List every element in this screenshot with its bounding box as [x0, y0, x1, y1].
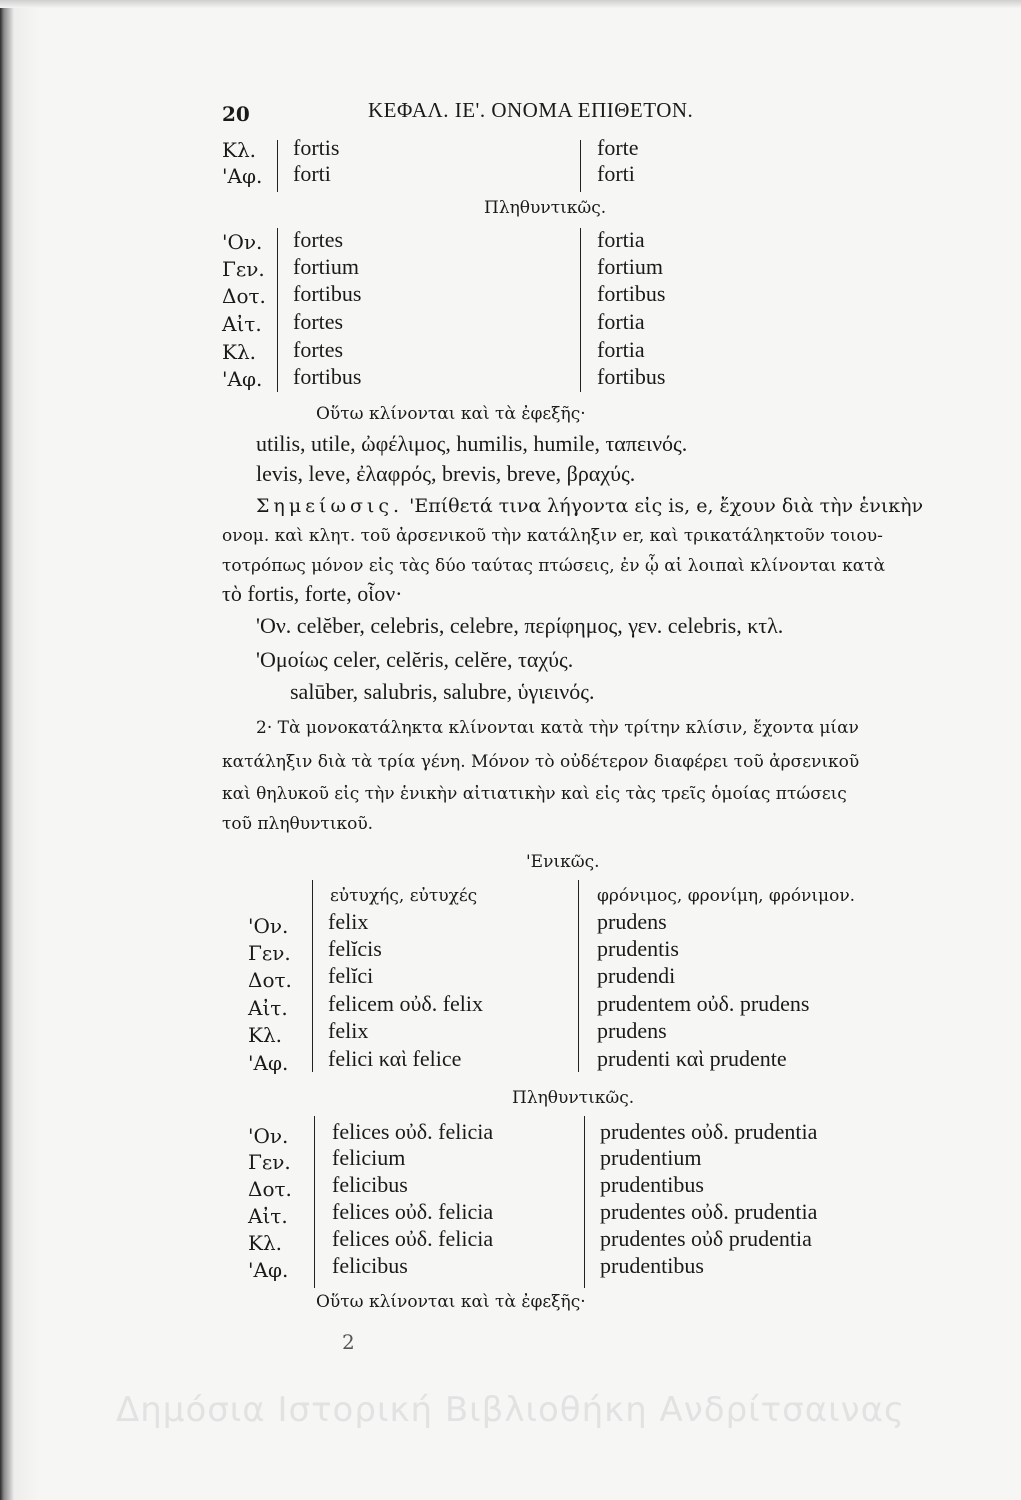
form-b: prudentis	[597, 936, 679, 961]
body-line: 2· Τὰ μονοκατάληκτα κλίνονται κατὰ τὴν τρίτην κλίσιν, ἔχοντα μίαν	[256, 718, 859, 738]
form-a: felices οὐδ. felicia	[332, 1226, 494, 1251]
running-header: ΚΕΦΑΛ. ΙΕ'. ΟΝΟΜΑ ΕΠΙΘΕΤΟΝ.	[368, 98, 694, 122]
masc-form: forti	[293, 161, 331, 186]
form-a: felicem οὐδ. felix	[328, 991, 484, 1016]
page-number: 20	[222, 102, 250, 126]
body-line: τοτρόπως μόνον εἰς τὰς δύο ταύτας πτώσεις, ἐν ᾧ αἱ λοιπαὶ κλίνονται κατὰ	[222, 556, 886, 576]
masc-form: fortibus	[293, 281, 362, 306]
neut-form: fortia	[597, 227, 645, 252]
case-label: 'Αφ.	[248, 1051, 289, 1075]
case-label: Αἰτ.	[222, 312, 262, 336]
neut-form: fortium	[597, 254, 663, 279]
case-label: 'Αφ.	[222, 164, 263, 188]
case-label: Γεν.	[248, 1150, 291, 1174]
table-divider	[277, 140, 278, 192]
body-line	[256, 494, 923, 518]
body-line: κατάληξιν διὰ τὰ τρία γένη. Μόνον τὸ οὐδέτερον διαφέρει τοῦ ἀρσενικοῦ	[222, 752, 860, 772]
case-label: 'Αφ.	[248, 1258, 289, 1282]
body-line: ονομ. καὶ κλητ. τοῦ ἀρσενικοῦ τὴν κατάληξιν er, καὶ τρικατάληκτοῦν τοιου-	[222, 526, 883, 546]
table-divider	[578, 880, 579, 1072]
masc-form: fortis	[293, 135, 340, 160]
body-line: 'Ομοίως celer, celĕris, celĕre, ταχύς.	[256, 647, 574, 672]
masc-form: fortes	[293, 309, 344, 334]
closing-line: Οὕτω κλίνονται καὶ τὰ ἐφεξῆς·	[316, 1292, 586, 1312]
table-divider	[277, 228, 278, 392]
body-line: Οὕτω κλίνονται καὶ τὰ ἐφεξῆς·	[316, 404, 586, 424]
body-line: levis, leve, ἐλαφρός, brevis, breve, βραχύς.	[256, 461, 636, 486]
case-label: Κλ.	[222, 340, 256, 364]
masc-form: fortibus	[293, 364, 362, 389]
neut-form: forti	[597, 161, 635, 186]
body-line: utilis, utile, ὠφέλιμος, humilis, humile, ταπεινός.	[256, 431, 688, 456]
form-b: prudentes οὐδ. prudentia	[600, 1119, 818, 1144]
form-a: felĭci	[328, 963, 374, 988]
case-label: 'Ον.	[248, 1124, 289, 1148]
section-heading: Πληθυντικῶς.	[484, 198, 607, 218]
signature-mark: 2	[342, 1330, 355, 1354]
case-label: Κλ.	[248, 1231, 282, 1255]
note-text: 'Επίθετά τινα λήγοντα εἰς is, e, ἔχουν διὰ τὴν ἑνικὴν	[409, 495, 924, 517]
column-header: φρόνιμος, φρονίμη, φρόνιμον.	[597, 886, 856, 906]
table-divider	[580, 140, 581, 192]
form-a: felicibus	[332, 1172, 408, 1197]
section-heading: 'Ενικῶς.	[526, 852, 600, 872]
form-b: prudenti καὶ prudente	[597, 1046, 787, 1071]
case-label: Κλ.	[222, 138, 256, 162]
form-a: felici καὶ felice	[328, 1046, 462, 1071]
form-a: felix	[328, 909, 369, 934]
neut-form: fortia	[597, 337, 645, 362]
case-label: 'Ον.	[222, 230, 263, 254]
form-a: felĭcis	[328, 936, 382, 961]
table-divider	[584, 1116, 585, 1288]
case-label: Δοτ.	[248, 1177, 292, 1201]
body-line: τὸ fortis, forte, οἷον·	[222, 581, 403, 606]
case-label: Δοτ.	[248, 968, 292, 992]
case-label: 'Ον.	[248, 914, 289, 938]
body-line: 'Ον. celĕber, celebris, celebre, περίφημος, γεν. celebris, κτλ.	[256, 613, 784, 638]
body-line: καὶ θηλυκοῦ εἰς τὴν ἑνικὴν αἰτιατικὴν καὶ εἰς τὰς τρεῖς ὁμοίας πτώσεις	[222, 784, 847, 804]
page-top-edge	[0, 0, 1021, 8]
form-a: felices οὐδ. felicia	[332, 1119, 494, 1144]
case-label: Αἰτ.	[248, 1204, 288, 1228]
form-b: prudens	[597, 909, 667, 934]
table-divider	[314, 1116, 315, 1288]
form-a: felicibus	[332, 1253, 408, 1278]
neut-form: fortibus	[597, 281, 666, 306]
table-divider	[312, 880, 313, 1072]
form-b: prudentem οὐδ. prudens	[597, 991, 810, 1016]
neut-form: forte	[597, 135, 639, 160]
library-watermark: Δημόσια Ιστορική Βιβλιοθήκη Ανδρίτσαινας	[116, 1390, 905, 1430]
body-line: τοῦ πληθυντικοῦ.	[222, 814, 374, 834]
neut-form: fortibus	[597, 364, 666, 389]
case-label: Γεν.	[222, 257, 265, 281]
case-label: Δοτ.	[222, 284, 266, 308]
masc-form: fortes	[293, 227, 344, 252]
table-divider	[580, 228, 581, 392]
body-line: salūber, salubris, salubre, ὑγιεινός.	[290, 679, 595, 704]
masc-form: fortes	[293, 337, 344, 362]
note-label: Σημείωσις.	[256, 495, 404, 517]
section-heading: Πληθυντικῶς.	[512, 1088, 635, 1108]
form-b: prudentes οὐδ. prudentia	[600, 1199, 818, 1224]
masc-form: fortium	[293, 254, 359, 279]
form-a: felices οὐδ. felicia	[332, 1199, 494, 1224]
case-label: Κλ.	[248, 1023, 282, 1047]
case-label: Γεν.	[248, 941, 291, 965]
column-header: εὐτυχής, εὐτυχές	[330, 886, 478, 906]
form-b: prudentium	[600, 1145, 702, 1170]
form-b: prudens	[597, 1018, 667, 1043]
case-label: 'Αφ.	[222, 367, 263, 391]
form-b: prudentibus	[600, 1172, 704, 1197]
form-a: felix	[328, 1018, 369, 1043]
form-b: prudentes οὐδ prudentia	[600, 1226, 812, 1251]
neut-form: fortia	[597, 309, 645, 334]
form-b: prudentibus	[600, 1253, 704, 1278]
case-label: Αἰτ.	[248, 996, 288, 1020]
form-a: felicium	[332, 1145, 406, 1170]
form-b: prudendi	[597, 963, 676, 988]
